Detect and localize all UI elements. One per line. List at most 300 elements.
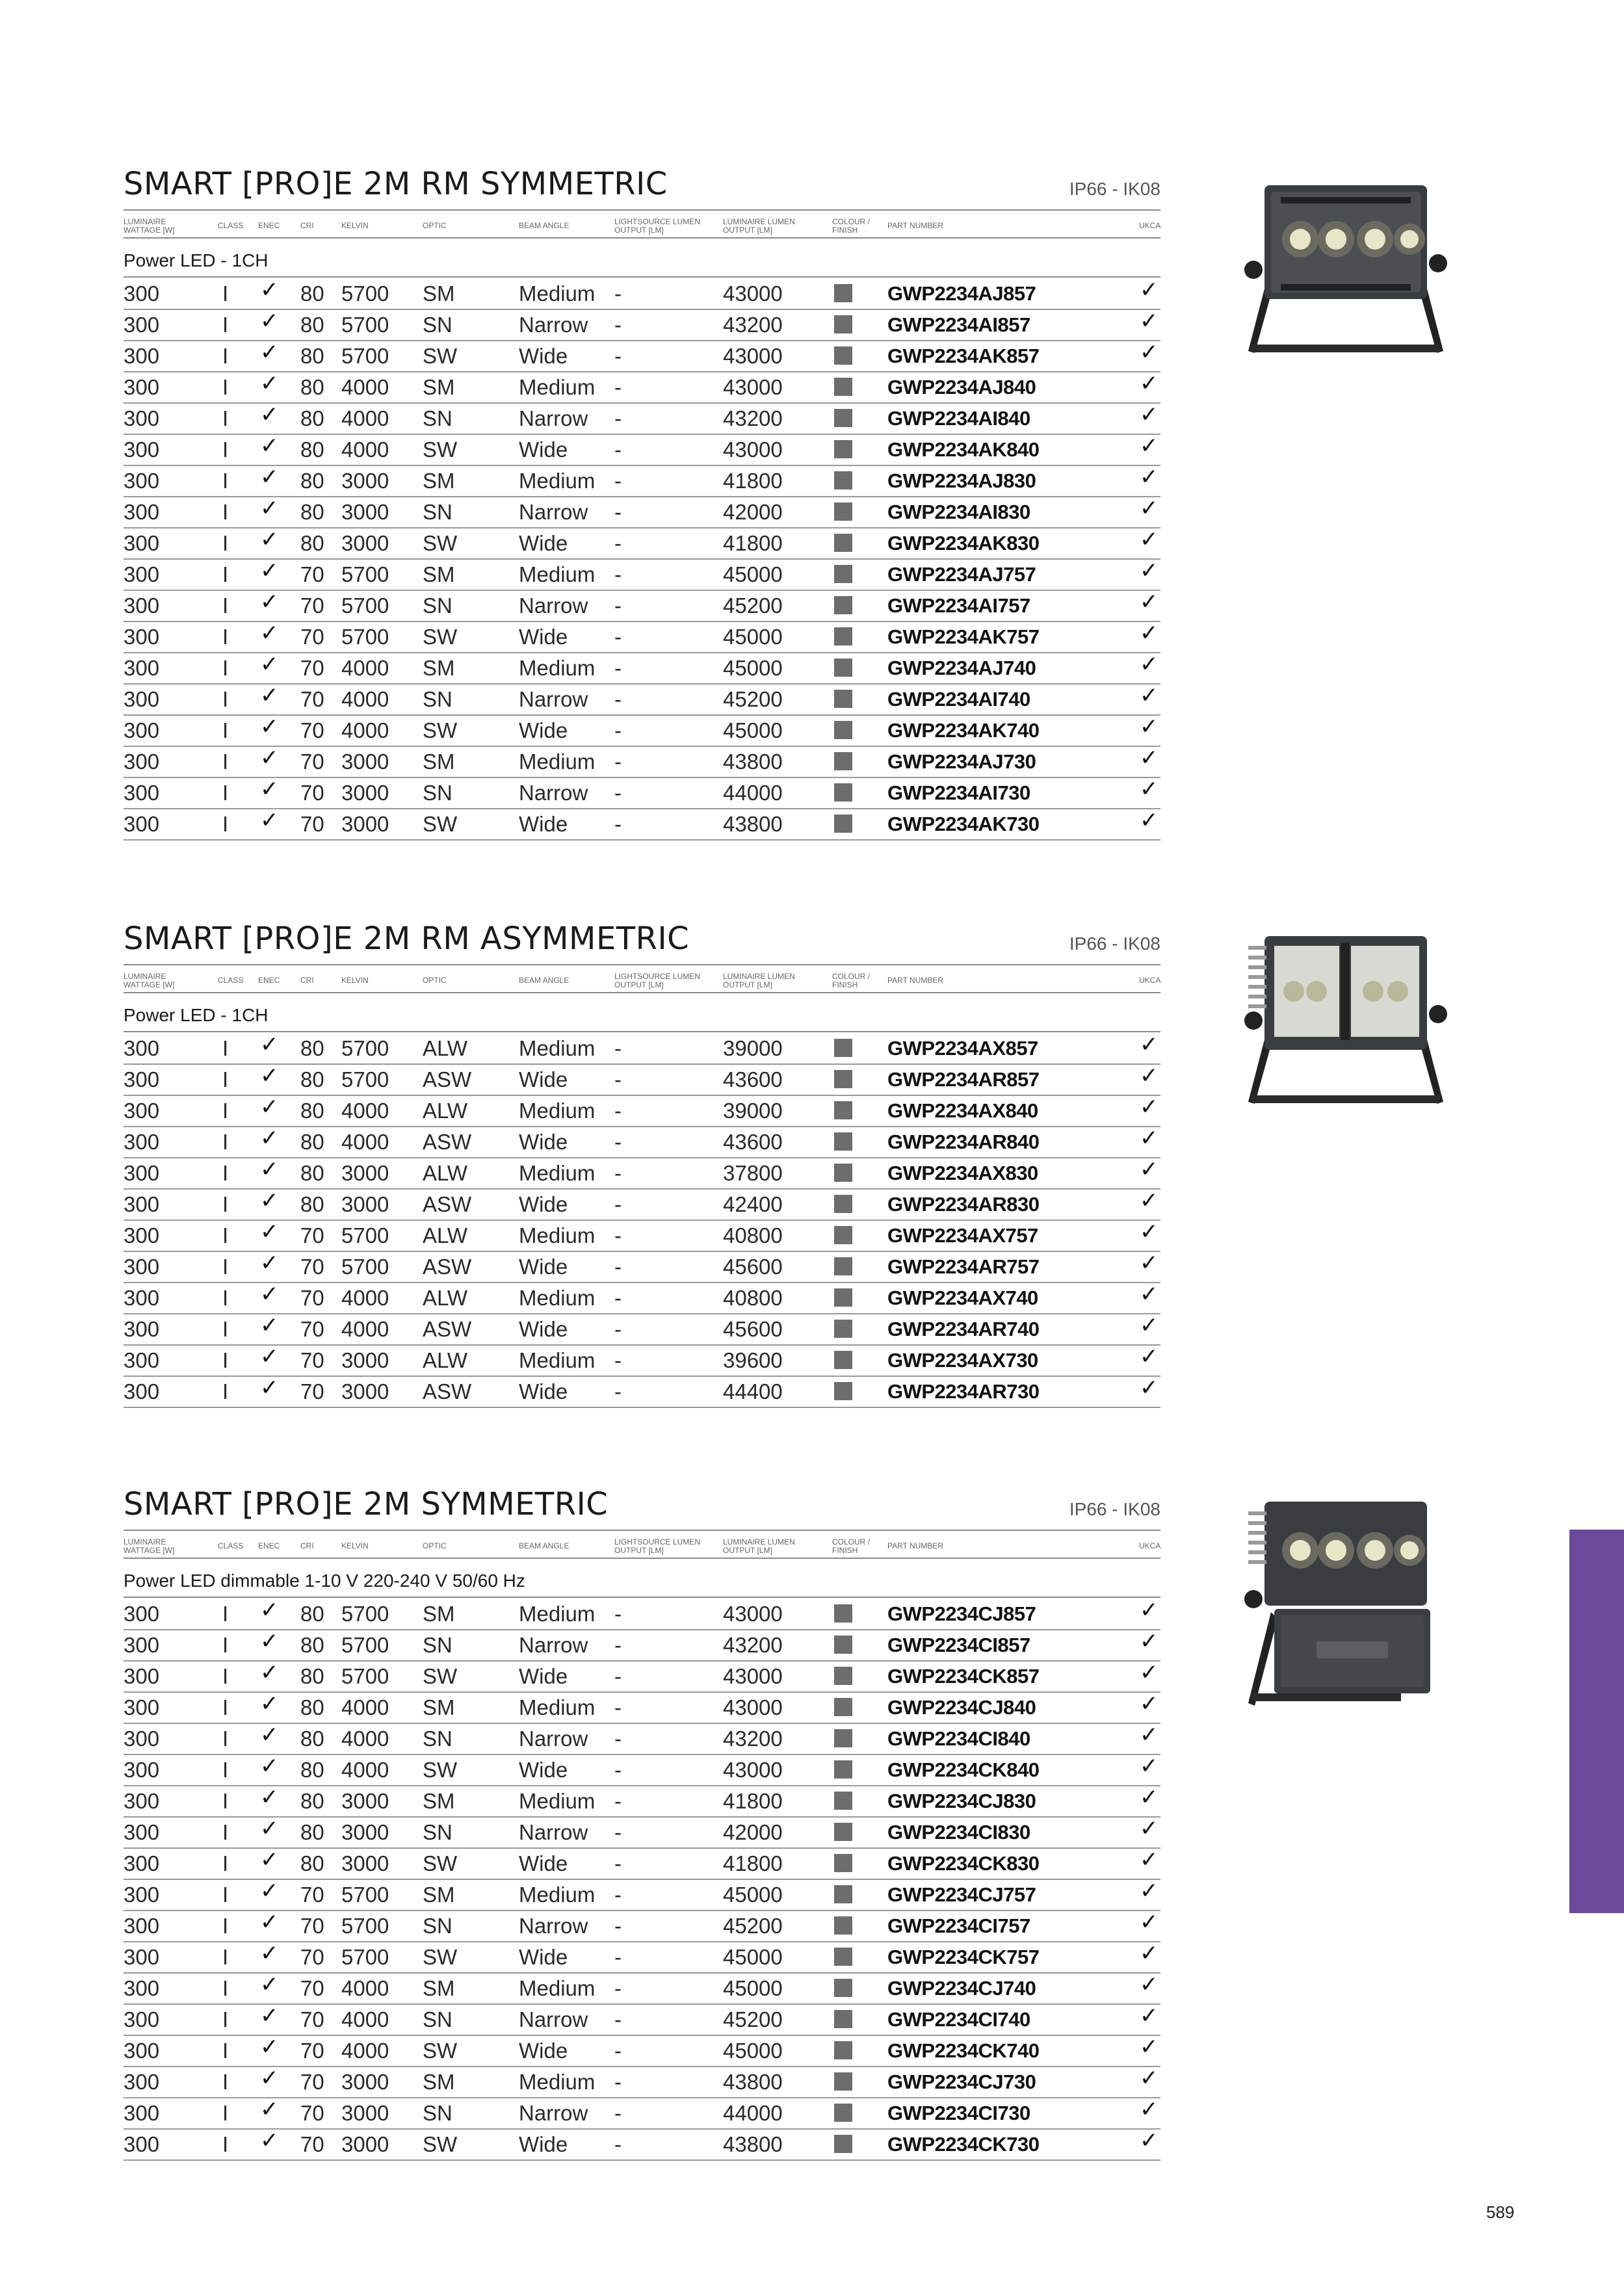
part-number: GWP2234AR830 — [887, 1193, 1040, 1216]
part-number: GWP2234AK830 — [887, 532, 1040, 554]
ukca-check-icon: ✓ — [1140, 1754, 1159, 1779]
lightsource-lumen: - — [614, 1976, 622, 2000]
kelvin: 5700 — [341, 1883, 389, 1907]
luminaire-lumen: 43600 — [723, 1130, 783, 1154]
luminaire-lumen: 44400 — [723, 1379, 783, 1403]
enec-check-icon: ✓ — [260, 1251, 279, 1275]
table-row — [124, 808, 1160, 841]
enec-check-icon: ✓ — [260, 1282, 279, 1307]
table-row — [124, 1910, 1160, 1942]
luminaire-wattage: 300 — [124, 469, 160, 493]
kelvin: 5700 — [341, 1945, 389, 1969]
optic: SW — [423, 344, 458, 368]
column-header-enec: ENEC — [258, 1541, 280, 1550]
enec-check-icon: ✓ — [260, 1723, 279, 1747]
column-header-enec: ENEC — [258, 221, 280, 230]
luminaire-lumen: 42000 — [723, 1820, 783, 1844]
optic: SM — [423, 375, 455, 399]
optic: SN — [423, 313, 452, 337]
finish-swatch — [834, 1698, 852, 1716]
optic: SM — [423, 562, 455, 586]
table-row — [124, 340, 1160, 372]
enec-check-icon: ✓ — [260, 1910, 279, 1935]
part-number: GWP2234AR840 — [887, 1130, 1040, 1153]
lightsource-lumen: - — [614, 1602, 622, 1626]
class: I — [222, 1664, 229, 1688]
part-number: GWP2234CI757 — [887, 1914, 1030, 1937]
optic: SW — [423, 718, 458, 742]
table-row — [124, 1126, 1160, 1158]
ukca-check-icon: ✓ — [1140, 1847, 1159, 1872]
class: I — [222, 1317, 229, 1341]
column-header-kelvin: KELVIN — [341, 221, 369, 230]
luminaire-lumen: 44000 — [723, 2101, 783, 2125]
luminaire-wattage: 300 — [124, 1036, 160, 1060]
lightsource-lumen: - — [614, 1914, 622, 1938]
enec-check-icon: ✓ — [260, 278, 279, 302]
luminaire-lumen: 39000 — [723, 1099, 783, 1123]
cri: 80 — [300, 1633, 324, 1657]
luminaire-wattage: 300 — [124, 1633, 160, 1657]
table-row — [124, 1972, 1160, 2005]
part-number: GWP2234CI830 — [887, 1821, 1030, 1844]
lightsource-lumen: - — [614, 1286, 622, 1310]
finish-swatch — [834, 1604, 852, 1623]
finish-swatch — [834, 2135, 852, 2153]
column-header-cri: CRI — [300, 976, 314, 985]
part-number: GWP2234AR757 — [887, 1255, 1040, 1278]
ukca-check-icon: ✓ — [1140, 683, 1159, 708]
luminaire-lumen: 43000 — [723, 281, 783, 306]
enec-check-icon: ✓ — [260, 2066, 279, 2091]
class: I — [222, 718, 229, 742]
enec-check-icon: ✓ — [260, 309, 279, 333]
luminaire-lumen: 44000 — [723, 781, 783, 805]
luminaire-lumen: 41800 — [723, 1851, 783, 1875]
luminaire-wattage: 300 — [124, 812, 160, 836]
part-number: GWP2234AI757 — [887, 594, 1030, 617]
luminaire-wattage: 300 — [124, 1317, 160, 1341]
optic: ALW — [423, 1099, 468, 1123]
beam-angle: Medium — [519, 1223, 596, 1247]
class: I — [222, 812, 229, 836]
luminaire-lumen: 43200 — [723, 313, 783, 337]
optic: ASW — [423, 1379, 472, 1403]
enec-check-icon: ✓ — [260, 746, 279, 770]
class: I — [222, 1695, 229, 1719]
kelvin: 5700 — [341, 594, 389, 618]
table-row — [124, 1063, 1160, 1096]
column-header-ukca: UKCA — [1139, 976, 1161, 985]
luminaire-lumen: 41800 — [723, 1789, 783, 1813]
finish-swatch — [834, 1948, 852, 1966]
kelvin: 3000 — [341, 469, 389, 493]
class: I — [222, 562, 229, 586]
beam-angle: Narrow — [519, 1820, 588, 1844]
finish-swatch — [834, 1729, 852, 1747]
beam-angle: Wide — [519, 718, 568, 742]
ukca-check-icon: ✓ — [1140, 1063, 1159, 1088]
kelvin: 3000 — [341, 1192, 389, 1216]
ukca-check-icon: ✓ — [1140, 340, 1159, 365]
kelvin: 5700 — [341, 344, 389, 368]
beam-angle: Narrow — [519, 2007, 588, 2031]
lightsource-lumen: - — [614, 469, 622, 493]
column-header-part: PART NUMBER — [887, 976, 944, 985]
column-header-ls-lumen: LIGHTSOURCE LUMEN OUTPUT [LM] — [614, 217, 701, 235]
beam-angle: Medium — [519, 1286, 596, 1310]
optic: SM — [423, 1789, 455, 1813]
optic: SW — [423, 2039, 458, 2063]
class: I — [222, 344, 229, 368]
luminaire-wattage: 300 — [124, 437, 160, 462]
optic: SW — [423, 2132, 458, 2156]
column-header-ukca: UKCA — [1139, 1541, 1161, 1550]
lightsource-lumen: - — [614, 750, 622, 774]
enec-check-icon: ✓ — [260, 714, 279, 739]
luminaire-lumen: 39600 — [723, 1348, 783, 1372]
table-row — [124, 1376, 1160, 1408]
kelvin: 3000 — [341, 2070, 389, 2094]
beam-angle: Medium — [519, 1036, 596, 1060]
luminaire-lumen: 43800 — [723, 2070, 783, 2094]
optic: SW — [423, 812, 458, 836]
beam-angle: Wide — [519, 1067, 568, 1091]
lightsource-lumen: - — [614, 812, 622, 836]
beam-angle: Wide — [519, 1851, 568, 1875]
table-row — [124, 465, 1160, 497]
part-number: GWP2234AJ857 — [887, 282, 1036, 305]
finish-swatch — [834, 1164, 852, 1182]
beam-angle: Wide — [519, 2039, 568, 2063]
class: I — [222, 437, 229, 462]
lightsource-lumen: - — [614, 1223, 622, 1247]
luminaire-wattage: 300 — [124, 1727, 160, 1751]
part-number: GWP2234CK840 — [887, 1758, 1040, 1781]
luminaire-wattage: 300 — [124, 531, 160, 555]
luminaire-lumen: 43200 — [723, 406, 783, 430]
beam-angle: Medium — [519, 1695, 596, 1719]
table-row — [124, 1095, 1160, 1127]
table-row — [124, 1816, 1160, 1849]
part-number: GWP2234CK757 — [887, 1946, 1040, 1968]
part-number: GWP2234CJ857 — [887, 1602, 1036, 1625]
ukca-check-icon: ✓ — [1140, 777, 1159, 802]
part-number: GWP2234CJ740 — [887, 1977, 1036, 2000]
lightsource-lumen: - — [614, 375, 622, 399]
beam-angle: Narrow — [519, 1727, 588, 1751]
ukca-check-icon: ✓ — [1140, 1188, 1159, 1213]
beam-angle: Wide — [519, 344, 568, 368]
ukca-check-icon: ✓ — [1140, 2035, 1159, 2059]
class: I — [222, 656, 229, 680]
finish-swatch — [834, 471, 852, 489]
class: I — [222, 281, 229, 306]
luminaire-wattage: 300 — [124, 718, 160, 742]
ip-rating: IP66 - IK08 — [1069, 1499, 1160, 1519]
finish-swatch — [834, 346, 852, 365]
finish-swatch — [834, 1070, 852, 1088]
column-header-optic: OPTIC — [423, 976, 447, 985]
ukca-check-icon: ✓ — [1140, 1879, 1159, 1903]
page-number: 589 — [1486, 2202, 1515, 2222]
beam-angle: Wide — [519, 437, 568, 462]
beam-angle: Narrow — [519, 594, 588, 618]
table-row — [124, 371, 1160, 404]
luminaire-lumen: 43000 — [723, 437, 783, 462]
part-number: GWP2234AR857 — [887, 1068, 1040, 1091]
optic: SN — [423, 500, 452, 524]
table-row — [124, 496, 1160, 528]
column-header-kelvin: KELVIN — [341, 976, 369, 985]
table-row — [124, 2097, 1160, 2130]
luminaire-lumen: 43800 — [723, 750, 783, 774]
luminaire-lumen: 45000 — [723, 2039, 783, 2063]
enec-check-icon: ✓ — [260, 1344, 279, 1369]
optic: SN — [423, 406, 452, 430]
kelvin: 4000 — [341, 1976, 389, 2000]
luminaire-lumen: 43200 — [723, 1727, 783, 1751]
beam-angle: Medium — [519, 1161, 596, 1185]
cri: 80 — [300, 1036, 324, 1060]
lightsource-lumen: - — [614, 1758, 622, 1782]
luminaire-wattage: 300 — [124, 656, 160, 680]
part-number: GWP2234AK857 — [887, 345, 1040, 367]
kelvin: 3000 — [341, 531, 389, 555]
part-number: GWP2234AJ757 — [887, 563, 1036, 586]
finish-swatch — [834, 378, 852, 396]
table-row — [124, 1754, 1160, 1786]
kelvin: 3000 — [341, 812, 389, 836]
enec-check-icon: ✓ — [260, 777, 279, 802]
ukca-check-icon: ✓ — [1140, 1629, 1159, 1654]
finish-swatch — [834, 752, 852, 770]
lightsource-lumen: - — [614, 437, 622, 462]
optic: SW — [423, 1664, 458, 1688]
cri: 70 — [300, 656, 324, 680]
part-number: GWP2234CJ840 — [887, 1696, 1036, 1719]
luminaire-wattage: 300 — [124, 1255, 160, 1279]
product-image-symmetric-dimmable — [1235, 1495, 1456, 1710]
kelvin: 5700 — [341, 1633, 389, 1657]
class: I — [222, 594, 229, 618]
class: I — [222, 1286, 229, 1310]
lightsource-lumen: - — [614, 1036, 622, 1060]
optic: ALW — [423, 1348, 468, 1372]
ukca-check-icon: ✓ — [1140, 2128, 1159, 2153]
section-subtitle: Power LED - 1CH — [124, 250, 268, 270]
optic: SM — [423, 2070, 455, 2094]
part-number: GWP2234AJ730 — [887, 750, 1036, 773]
kelvin: 5700 — [341, 1255, 389, 1279]
kelvin: 4000 — [341, 1317, 389, 1341]
luminaire-wattage: 300 — [124, 1223, 160, 1247]
kelvin: 5700 — [341, 1664, 389, 1688]
optic: SM — [423, 1976, 455, 2000]
cri: 80 — [300, 1820, 324, 1844]
lightsource-lumen: - — [614, 500, 622, 524]
part-number: GWP2234AK740 — [887, 719, 1040, 742]
cri: 80 — [300, 1099, 324, 1123]
luminaire-wattage: 300 — [124, 781, 160, 805]
ukca-check-icon: ✓ — [1140, 1660, 1159, 1685]
beam-angle: Narrow — [519, 2101, 588, 2125]
lightsource-lumen: - — [614, 2007, 622, 2031]
luminaire-lumen: 43800 — [723, 812, 783, 836]
luminaire-wattage: 300 — [124, 1758, 160, 1782]
cri: 70 — [300, 1286, 324, 1310]
cri: 70 — [300, 687, 324, 711]
optic: ASW — [423, 1192, 472, 1216]
finish-swatch — [834, 627, 852, 646]
part-number: GWP2234CK830 — [887, 1852, 1040, 1875]
kelvin: 4000 — [341, 1758, 389, 1782]
luminaire-lumen: 43000 — [723, 1664, 783, 1688]
kelvin: 3000 — [341, 2101, 389, 2125]
cri: 80 — [300, 469, 324, 493]
cri: 70 — [300, 2070, 324, 2094]
ukca-check-icon: ✓ — [1140, 621, 1159, 646]
ukca-check-icon: ✓ — [1140, 808, 1159, 833]
table-row — [124, 2035, 1160, 2067]
cri: 80 — [300, 1192, 324, 1216]
luminaire-wattage: 300 — [124, 1789, 160, 1813]
class: I — [222, 1192, 229, 1216]
column-header-colour: COLOUR / FINISH — [832, 1537, 871, 1555]
part-number: GWP2234CK740 — [887, 2039, 1040, 2062]
finish-swatch — [834, 1132, 852, 1151]
part-number: GWP2234CJ830 — [887, 1790, 1036, 1812]
finish-swatch — [834, 1320, 852, 1338]
cri: 70 — [300, 1348, 324, 1372]
kelvin: 5700 — [341, 1914, 389, 1938]
optic: ASW — [423, 1255, 472, 1279]
table-row — [124, 1313, 1160, 1346]
part-number: GWP2234AI830 — [887, 501, 1030, 523]
cri: 80 — [300, 313, 324, 337]
part-number: GWP2234CI730 — [887, 2102, 1030, 2124]
finish-swatch — [834, 783, 852, 802]
part-number: GWP2234CK730 — [887, 2133, 1040, 2156]
optic: SN — [423, 1633, 452, 1657]
lightsource-lumen: - — [614, 1161, 622, 1185]
kelvin: 4000 — [341, 1727, 389, 1751]
optic: ASW — [423, 1067, 472, 1091]
enec-check-icon: ✓ — [260, 1095, 279, 1119]
ukca-check-icon: ✓ — [1140, 1910, 1159, 1935]
kelvin: 3000 — [341, 1161, 389, 1185]
enec-check-icon: ✓ — [260, 1063, 279, 1088]
kelvin: 3000 — [341, 500, 389, 524]
finish-swatch — [834, 1226, 852, 1244]
lightsource-lumen: - — [614, 625, 622, 649]
finish-swatch — [834, 502, 852, 521]
lightsource-lumen: - — [614, 1945, 622, 1969]
luminaire-wattage: 300 — [124, 1664, 160, 1688]
beam-angle: Wide — [519, 1130, 568, 1154]
section-subtitle: Power LED dimmable 1-10 V 220-240 V 50/60 Hz — [124, 1571, 525, 1591]
enec-check-icon: ✓ — [260, 1785, 279, 1810]
lightsource-lumen: - — [614, 1633, 622, 1657]
enec-check-icon: ✓ — [260, 434, 279, 458]
lightsource-lumen: - — [614, 1348, 622, 1372]
lightsource-lumen: - — [614, 531, 622, 555]
luminaire-lumen: 45600 — [723, 1317, 783, 1341]
enec-check-icon: ✓ — [260, 340, 279, 365]
cri: 70 — [300, 718, 324, 742]
cri: 80 — [300, 1695, 324, 1719]
luminaire-wattage: 300 — [124, 1379, 160, 1403]
ukca-check-icon: ✓ — [1140, 1972, 1159, 1997]
section-smart-proe-2m-rm-symmetric — [124, 166, 1160, 848]
class: I — [222, 406, 229, 430]
ukca-check-icon: ✓ — [1140, 527, 1159, 552]
ukca-check-icon: ✓ — [1140, 590, 1159, 614]
luminaire-wattage: 300 — [124, 1161, 160, 1185]
beam-angle: Narrow — [519, 406, 588, 430]
lightsource-lumen: - — [614, 1883, 622, 1907]
table-row — [124, 1629, 1160, 1662]
part-number: GWP2234AR730 — [887, 1380, 1040, 1403]
beam-angle: Medium — [519, 562, 596, 586]
column-header-wattage: LUMINAIRE WATTAGE [W] — [124, 217, 175, 235]
ukca-check-icon: ✓ — [1140, 1691, 1159, 1716]
table-row — [124, 1188, 1160, 1221]
luminaire-lumen: 43200 — [723, 1633, 783, 1657]
class: I — [222, 2070, 229, 2094]
kelvin: 4000 — [341, 1695, 389, 1719]
optic: SN — [423, 2007, 452, 2031]
optic: SN — [423, 2101, 452, 2125]
cri: 70 — [300, 625, 324, 649]
ukca-check-icon: ✓ — [1140, 1598, 1159, 1623]
class: I — [222, 1633, 229, 1657]
table-row — [124, 1220, 1160, 1252]
beam-angle: Wide — [519, 1664, 568, 1688]
optic: SW — [423, 437, 458, 462]
kelvin: 5700 — [341, 1223, 389, 1247]
header-rule — [124, 992, 1160, 993]
class: I — [222, 500, 229, 524]
ip-rating: IP66 - IK08 — [1069, 933, 1160, 954]
part-number: GWP2234AJ740 — [887, 657, 1036, 679]
luminaire-wattage: 300 — [124, 2132, 160, 2156]
lightsource-lumen: - — [614, 1192, 622, 1216]
cri: 70 — [300, 594, 324, 618]
luminaire-wattage: 300 — [124, 500, 160, 524]
luminaire-wattage: 300 — [124, 2070, 160, 2094]
part-number: GWP2234AX757 — [887, 1224, 1038, 1247]
luminaire-lumen: 43000 — [723, 344, 783, 368]
category-tab — [1569, 1530, 1624, 1913]
beam-angle: Medium — [519, 469, 596, 493]
finish-swatch — [834, 1792, 852, 1810]
optic: SN — [423, 1914, 452, 1938]
enec-check-icon: ✓ — [260, 1188, 279, 1213]
kelvin: 5700 — [341, 1036, 389, 1060]
finish-swatch — [834, 596, 852, 614]
class: I — [222, 781, 229, 805]
luminaire-wattage: 300 — [124, 1976, 160, 2000]
lightsource-lumen: - — [614, 2132, 622, 2156]
finish-swatch — [834, 2072, 852, 2091]
table-row — [124, 1941, 1160, 1974]
beam-angle: Medium — [519, 375, 596, 399]
finish-swatch — [834, 1257, 852, 1275]
kelvin: 5700 — [341, 1602, 389, 1626]
ukca-check-icon: ✓ — [1140, 465, 1159, 489]
ukca-check-icon: ✓ — [1140, 1376, 1159, 1400]
